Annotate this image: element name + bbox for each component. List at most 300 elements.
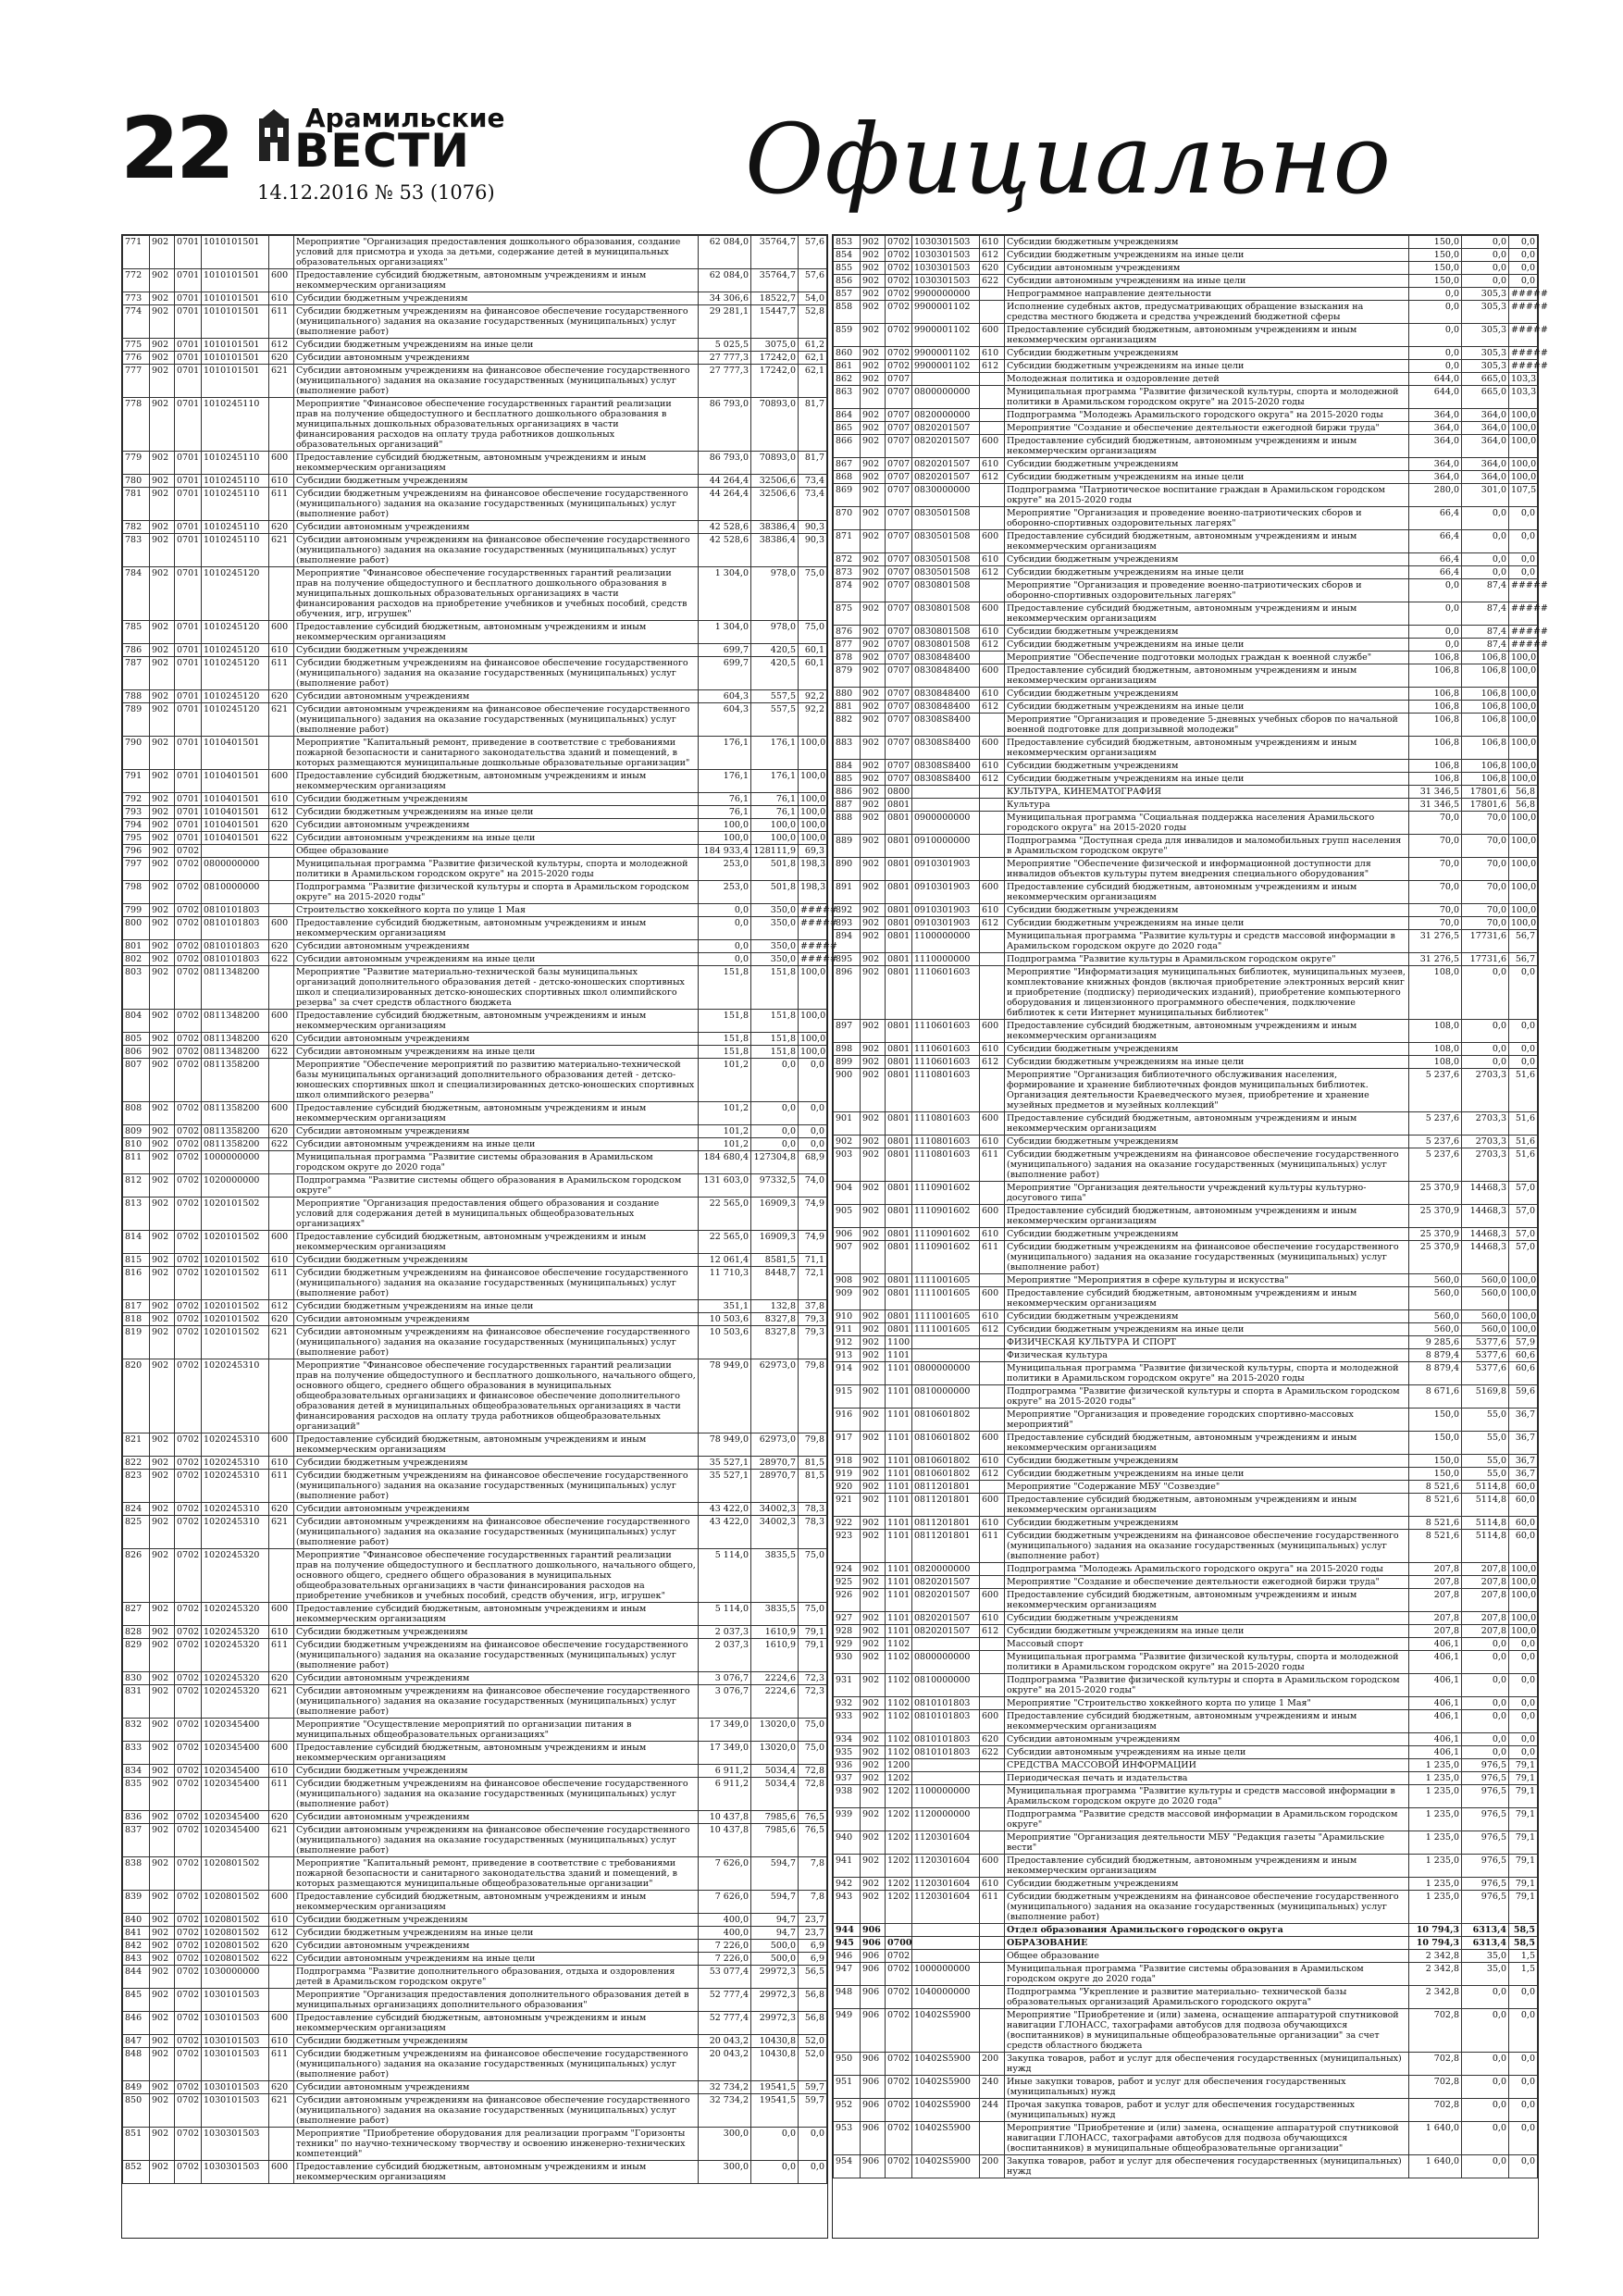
target-code: 0810000000 (202, 881, 269, 904)
row-number: 866 (834, 435, 861, 458)
percent: 76,5 (799, 1824, 827, 1857)
percent: 79,1 (799, 1626, 827, 1639)
percent: 0,0 (1509, 262, 1538, 275)
section-code: 0701 (175, 339, 202, 352)
table-row (834, 2099, 1538, 2122)
row-number: 925 (834, 1576, 861, 1589)
brand-top: Арамильские (305, 103, 505, 133)
description: Субсидии бюджетным учреждениям на финансовое обеспечение государственного (муниципального) задания на оказание государственных (муниципальных) услуг (выполнение работ) (294, 305, 699, 339)
expense-type: 610 (269, 292, 294, 305)
section-code: 0801 (886, 1056, 912, 1069)
section-code: 1202 (886, 1772, 912, 1785)
percent: 58,5 (1509, 1937, 1538, 1950)
row-number: 900 (834, 1069, 861, 1112)
expense-type (269, 1966, 294, 1989)
row-number: 927 (834, 1612, 861, 1625)
expense-type: 620 (269, 1811, 294, 1824)
target-code: 1020245310 (202, 1457, 269, 1470)
percent: 75,0 (799, 567, 827, 621)
amount-planned: 1 640,0 (1409, 2122, 1462, 2155)
percent: 59,6 (1509, 1385, 1538, 1409)
admin-code: 902 (861, 799, 886, 812)
percent: 79,1 (1509, 1831, 1538, 1855)
section-code: 0707 (886, 701, 912, 714)
amount-executed: 594,7 (751, 1857, 799, 1891)
table-row (834, 1274, 1538, 1287)
amount-executed: 70893,0 (751, 452, 799, 475)
description: Субсидии бюджетным учреждениям на иные цели (294, 1300, 699, 1313)
admin-code: 902 (861, 1385, 886, 1409)
description: Закупка товаров, работ и услуг для обеспечения государственных (муниципальных) нужд (1005, 2053, 1409, 2076)
percent: ##### (1509, 347, 1538, 360)
table-row (123, 521, 827, 534)
section-code: 1100 (886, 1336, 912, 1349)
admin-code: 902 (150, 1719, 175, 1742)
target-code: 0810101803 (202, 904, 269, 917)
expense-type: 610 (980, 347, 1005, 360)
description: ФИЗИЧЕСКАЯ КУЛЬТУРА И СПОРТ (1005, 1336, 1409, 1349)
row-number: 846 (123, 2012, 150, 2035)
expense-type: 611 (980, 1148, 1005, 1182)
table-row (123, 305, 827, 339)
percent: 73,4 (799, 475, 827, 488)
amount-planned: 5 025,5 (699, 339, 751, 352)
target-code: 1030101503 (202, 2048, 269, 2081)
table-row (834, 1759, 1538, 1772)
section-code: 0701 (175, 832, 202, 845)
expense-type (980, 1924, 1005, 1937)
percent: 0,0 (1509, 530, 1538, 553)
percent: 7,8 (799, 1857, 827, 1891)
target-code: 08308S8400 (912, 773, 980, 786)
row-number: 775 (123, 339, 150, 352)
row-number: 894 (834, 930, 861, 953)
admin-code: 902 (150, 2161, 175, 2184)
admin-code: 902 (150, 398, 175, 452)
percent: 68,9 (799, 1151, 827, 1174)
amount-executed: 128111,9 (751, 845, 799, 858)
target-code: 1110901602 (912, 1228, 980, 1241)
amount-executed: 29972,3 (751, 1966, 799, 1989)
amount-executed: 364,0 (1462, 458, 1509, 471)
percent: 74,9 (799, 1231, 827, 1254)
amount-executed: 17731,6 (1462, 953, 1509, 966)
percent: 100,0 (799, 770, 827, 793)
description: Подпрограмма "Молодежь Арамильского городского округа" на 2015-2020 годы (1005, 409, 1409, 422)
description: Предоставление субсидий бюджетным, автономным учреждениям и иным некоммерческим организациям (294, 1891, 699, 1914)
amount-planned: 10 437,8 (699, 1811, 751, 1824)
row-number: 799 (123, 904, 150, 917)
expense-type: 612 (980, 1468, 1005, 1481)
target-code: 1010245120 (202, 690, 269, 703)
target-code: 1110601603 (912, 966, 980, 1020)
expense-type: 621 (269, 534, 294, 567)
amount-planned: 604,3 (699, 703, 751, 737)
admin-code: 902 (150, 1231, 175, 1254)
target-code: 1030301503 (912, 249, 980, 262)
target-code: 10402S5900 (912, 2009, 980, 2053)
amount-executed: 594,7 (751, 1891, 799, 1914)
admin-code: 902 (150, 1125, 175, 1138)
description: Подпрограмма "Развитие физической культуры и спорта в Арамильском городском округе" на 2015-2020 годы" (294, 881, 699, 904)
admin-code: 902 (150, 2094, 175, 2128)
section-code: 0702 (175, 1254, 202, 1267)
amount-executed: 0,0 (1462, 1020, 1509, 1043)
target-code: 1010245110 (202, 488, 269, 521)
admin-code: 902 (150, 534, 175, 567)
expense-type: 620 (980, 262, 1005, 275)
table-row (123, 1989, 827, 2012)
row-number: 771 (123, 236, 150, 269)
expense-type: 610 (980, 904, 1005, 917)
row-number: 922 (834, 1517, 861, 1530)
row-number: 928 (834, 1625, 861, 1638)
target-code: 1010245120 (202, 644, 269, 657)
amount-executed: 32506,6 (751, 488, 799, 521)
section-code: 0701 (175, 621, 202, 644)
percent: 100,0 (1509, 835, 1538, 858)
percent: 100,0 (799, 1010, 827, 1033)
section-code: 0801 (886, 799, 912, 812)
section-code: 0702 (175, 1742, 202, 1765)
amount-planned: 1 235,0 (1409, 1855, 1462, 1878)
admin-code: 906 (861, 1950, 886, 1963)
admin-code: 902 (150, 1891, 175, 1914)
target-code: 0830801508 (912, 579, 980, 602)
amount-executed: 207,8 (1462, 1625, 1509, 1638)
row-number: 888 (834, 812, 861, 835)
section-code: 0801 (886, 881, 912, 904)
amount-executed: 500,0 (751, 1953, 799, 1966)
expense-type: 621 (269, 365, 294, 398)
table-row (834, 1494, 1538, 1517)
row-number: 946 (834, 1950, 861, 1963)
percent: 60,0 (1509, 1494, 1538, 1517)
table-row (834, 1589, 1538, 1612)
expense-type (980, 714, 1005, 737)
description: Предоставление субсидий бюджетным, автономным учреждениям и иным некоммерческим организациям (1005, 1020, 1409, 1043)
expense-type (980, 1576, 1005, 1589)
expense-type: 620 (269, 352, 294, 365)
percent: 79,3 (799, 1326, 827, 1359)
amount-planned: 406,1 (1409, 1651, 1462, 1674)
amount-executed: 560,0 (1462, 1274, 1509, 1287)
row-number: 774 (123, 305, 150, 339)
expense-type: 600 (980, 1855, 1005, 1878)
percent: 100,0 (1509, 760, 1538, 773)
amount-planned: 101,2 (699, 1138, 751, 1151)
table-row (123, 703, 827, 737)
section-code: 0707 (886, 688, 912, 701)
target-code: 0811201801 (912, 1481, 980, 1494)
table-row (834, 579, 1538, 602)
target-code: 1020345400 (202, 1811, 269, 1824)
section-code: 0702 (175, 1989, 202, 2012)
table-row (834, 2155, 1538, 2178)
expense-type: 610 (269, 644, 294, 657)
target-code: 1040000000 (912, 1986, 980, 2009)
target-code (912, 1924, 980, 1937)
admin-code: 902 (150, 2128, 175, 2161)
expense-type (980, 799, 1005, 812)
amount-executed: 106,8 (1462, 701, 1509, 714)
expense-type (269, 1549, 294, 1603)
section-code: 0702 (175, 2161, 202, 2184)
description: Субсидии бюджетным учреждениям (294, 2035, 699, 2048)
table-row (123, 917, 827, 940)
row-number: 835 (123, 1778, 150, 1811)
percent: 51,6 (1509, 1112, 1538, 1136)
row-number: 933 (834, 1710, 861, 1733)
amount-executed: 0,0 (1462, 1710, 1509, 1733)
amount-executed: 87,4 (1462, 579, 1509, 602)
percent: 100,0 (1509, 858, 1538, 881)
percent: 75,0 (799, 1742, 827, 1765)
row-number: 797 (123, 858, 150, 881)
target-code: 0820201507 (912, 1576, 980, 1589)
expense-type: 600 (269, 1010, 294, 1033)
section-code: 0702 (175, 1940, 202, 1953)
amount-executed: 976,5 (1462, 1831, 1509, 1855)
target-code: 1010401501 (202, 770, 269, 793)
amount-executed: 10430,8 (751, 2048, 799, 2081)
expense-type (980, 1563, 1005, 1576)
expense-type (980, 1385, 1005, 1409)
expense-type: 612 (980, 639, 1005, 652)
row-number: 940 (834, 1831, 861, 1855)
row-number: 929 (834, 1638, 861, 1651)
row-number: 805 (123, 1033, 150, 1046)
expense-type: 612 (980, 701, 1005, 714)
amount-planned: 560,0 (1409, 1274, 1462, 1287)
description: Субсидии бюджетным учреждениям на финансовое обеспечение государственного (муниципального) задания на оказание государственных (муниципальных) услуг (выполнение работ) (1005, 1530, 1409, 1563)
amount-executed: 14468,3 (1462, 1241, 1509, 1274)
target-code: 1010245110 (202, 521, 269, 534)
row-number: 793 (123, 806, 150, 819)
row-number: 941 (834, 1855, 861, 1878)
table-row (123, 1953, 827, 1966)
table-row (834, 1674, 1538, 1697)
expense-type: 600 (980, 1589, 1005, 1612)
target-code: 10402S5900 (912, 2099, 980, 2122)
target-code: 0810101803 (202, 940, 269, 953)
amount-planned: 2 037,3 (699, 1626, 751, 1639)
amount-executed: 127304,8 (751, 1151, 799, 1174)
section-code: 0801 (886, 953, 912, 966)
section-code: 0701 (175, 806, 202, 819)
description: Мероприятие "Мероприятия в сфере культуры и искусства" (1005, 1274, 1409, 1287)
table-row (123, 690, 827, 703)
description: Подпрограмма "Развитие дополнительного образования, отдыха и оздоровления детей в Арамильском городском округе" (294, 1966, 699, 1989)
table-row (834, 966, 1538, 1020)
admin-code: 902 (861, 1831, 886, 1855)
amount-planned: 176,1 (699, 737, 751, 770)
table-row (123, 292, 827, 305)
amount-planned: 406,1 (1409, 1638, 1462, 1651)
amount-planned: 70,0 (1409, 917, 1462, 930)
admin-code: 902 (861, 1576, 886, 1589)
section-code: 0707 (886, 579, 912, 602)
amount-executed: 106,8 (1462, 773, 1509, 786)
admin-code: 902 (861, 1651, 886, 1674)
section-code: 0801 (886, 1148, 912, 1182)
percent: 100,0 (1509, 422, 1538, 435)
row-number: 785 (123, 621, 150, 644)
section-code: 1102 (886, 1674, 912, 1697)
admin-code: 902 (861, 1759, 886, 1772)
description: Массовый спорт (1005, 1638, 1409, 1651)
amount-planned: 42 528,6 (699, 521, 751, 534)
description: Субсидии бюджетным учреждениям (294, 644, 699, 657)
percent: 0,0 (1509, 249, 1538, 262)
description: Субсидии бюджетным учреждениям на иные цели (1005, 471, 1409, 484)
amount-planned: 150,0 (1409, 236, 1462, 249)
admin-code: 906 (861, 2009, 886, 2053)
percent: 72,8 (799, 1778, 827, 1811)
right-table-body (834, 236, 1548, 2178)
table-row (123, 1313, 827, 1326)
percent: ##### (799, 917, 827, 940)
table-row (834, 602, 1538, 626)
percent: 0,0 (1509, 553, 1538, 566)
section-code: 0702 (886, 288, 912, 301)
description: Субсидии бюджетным учреждениям (1005, 1878, 1409, 1891)
expense-type: 611 (269, 1470, 294, 1503)
amount-planned: 17 349,0 (699, 1742, 751, 1765)
row-number: 898 (834, 1043, 861, 1056)
amount-executed: 501,8 (751, 858, 799, 881)
row-number: 839 (123, 1891, 150, 1914)
section-code: 1101 (886, 1455, 912, 1468)
section-code: 0702 (175, 2048, 202, 2081)
amount-executed: 5034,4 (751, 1765, 799, 1778)
expense-type: 610 (980, 236, 1005, 249)
amount-planned: 207,8 (1409, 1563, 1462, 1576)
amount-planned: 29 281,1 (699, 305, 751, 339)
row-number: 863 (834, 386, 861, 409)
percent: 75,0 (799, 1719, 827, 1742)
expense-type: 600 (980, 664, 1005, 688)
amount-planned: 702,8 (1409, 2099, 1462, 2122)
description: Прочая закупка товаров, работ и услуг для обеспечения государственных (муниципальных) нужд (1005, 2099, 1409, 2122)
admin-code: 902 (150, 236, 175, 269)
description: Субсидии бюджетным учреждениям на иные цели (1005, 639, 1409, 652)
section-code: 0702 (175, 1174, 202, 1198)
admin-code: 902 (861, 1020, 886, 1043)
amount-planned: 2 342,8 (1409, 1963, 1462, 1986)
table-row (123, 881, 827, 904)
row-number: 829 (123, 1639, 150, 1672)
row-number: 943 (834, 1891, 861, 1924)
admin-code: 902 (861, 773, 886, 786)
section-code: 0702 (886, 347, 912, 360)
section-code: 0701 (175, 819, 202, 832)
row-number: 905 (834, 1205, 861, 1228)
target-code: 1110801603 (912, 1112, 980, 1136)
section-code: 1101 (886, 1385, 912, 1409)
admin-code: 902 (150, 845, 175, 858)
percent: 76,5 (799, 1811, 827, 1824)
amount-planned: 106,8 (1409, 714, 1462, 737)
amount-planned: 406,1 (1409, 1710, 1462, 1733)
percent: 100,0 (1509, 737, 1538, 760)
section-code: 0702 (175, 1516, 202, 1549)
expense-type: 612 (980, 1625, 1005, 1638)
amount-planned: 364,0 (1409, 422, 1462, 435)
admin-code: 902 (150, 1811, 175, 1824)
amount-executed: 8581,5 (751, 1254, 799, 1267)
amount-planned: 25 370,9 (1409, 1182, 1462, 1205)
expense-type (980, 835, 1005, 858)
amount-planned: 108,0 (1409, 1020, 1462, 1043)
target-code: 0910301903 (912, 881, 980, 904)
description: КУЛЬТУРА, КИНЕМАТОГРАФИЯ (1005, 786, 1409, 799)
description: Молодежная политика и оздоровление детей (1005, 373, 1409, 386)
description: Муниципальная программа "Развитие системы образования в Арамильском городском округе до 2020 года" (1005, 1963, 1409, 1986)
target-code: 1010245120 (202, 657, 269, 690)
admin-code: 902 (150, 1254, 175, 1267)
table-row (123, 1639, 827, 1672)
row-number: 778 (123, 398, 150, 452)
row-number: 924 (834, 1563, 861, 1576)
expense-type (269, 1359, 294, 1433)
amount-planned: 131 603,0 (699, 1174, 751, 1198)
admin-code: 902 (150, 1326, 175, 1359)
description: Иные закупки товаров, работ и услуг для обеспечения государственных (муниципальных) нужд (1005, 2076, 1409, 2099)
section-code: 0702 (175, 1549, 202, 1603)
section-code: 0707 (886, 435, 912, 458)
amount-planned: 150,0 (1409, 249, 1462, 262)
table-row (834, 953, 1538, 966)
row-number: 817 (123, 1300, 150, 1313)
admin-code: 902 (150, 917, 175, 940)
admin-code: 902 (150, 269, 175, 292)
expense-type: 612 (980, 917, 1005, 930)
description: Предоставление субсидий бюджетным, автономным учреждениям и иным некоммерческим организациям (1005, 1112, 1409, 1136)
description: Закупка товаров, работ и услуг для обеспечения государственных (муниципальных) нужд (1005, 2155, 1409, 2178)
description: Муниципальная программа "Развитие физической культуры, спорта и молодежной политики в Арамильском городском округе" на 2015-2020 годы (1005, 1651, 1409, 1674)
target-code: 1110000000 (912, 953, 980, 966)
amount-executed: 364,0 (1462, 409, 1509, 422)
target-code: 9900000000 (912, 288, 980, 301)
admin-code: 902 (861, 409, 886, 422)
percent: 78,3 (799, 1503, 827, 1516)
row-number: 852 (123, 2161, 150, 2184)
description: Субсидии автономным учреждениям на финансовое обеспечение государственного (муниципального) задания на оказание государственных (муниципальных) услуг (выполнение работ) (294, 1326, 699, 1359)
table-row (834, 1385, 1538, 1409)
section-code: 0701 (175, 534, 202, 567)
amount-planned: 106,8 (1409, 760, 1462, 773)
amount-planned: 25 370,9 (1409, 1241, 1462, 1274)
amount-executed: 364,0 (1462, 471, 1509, 484)
amount-executed: 106,8 (1462, 714, 1509, 737)
amount-executed: 5377,6 (1462, 1362, 1509, 1385)
amount-planned: 8 521,6 (1409, 1517, 1462, 1530)
description: Субсидии бюджетным учреждениям (1005, 904, 1409, 917)
row-number: 881 (834, 701, 861, 714)
target-code: 1120000000 (912, 1808, 980, 1831)
percent: 59,7 (799, 2094, 827, 2128)
table-row (834, 2009, 1538, 2053)
target-code: 0800000000 (912, 386, 980, 409)
admin-code: 902 (861, 1336, 886, 1349)
description: Субсидии автономным учреждениям на финансовое обеспечение государственного (муниципального) задания на оказание государственных (муниципальных) услуг (выполнение работ) (294, 1824, 699, 1857)
expense-type (269, 398, 294, 452)
amount-executed: 420,5 (751, 644, 799, 657)
amount-planned: 106,8 (1409, 652, 1462, 664)
admin-code: 902 (861, 579, 886, 602)
row-number: 773 (123, 292, 150, 305)
